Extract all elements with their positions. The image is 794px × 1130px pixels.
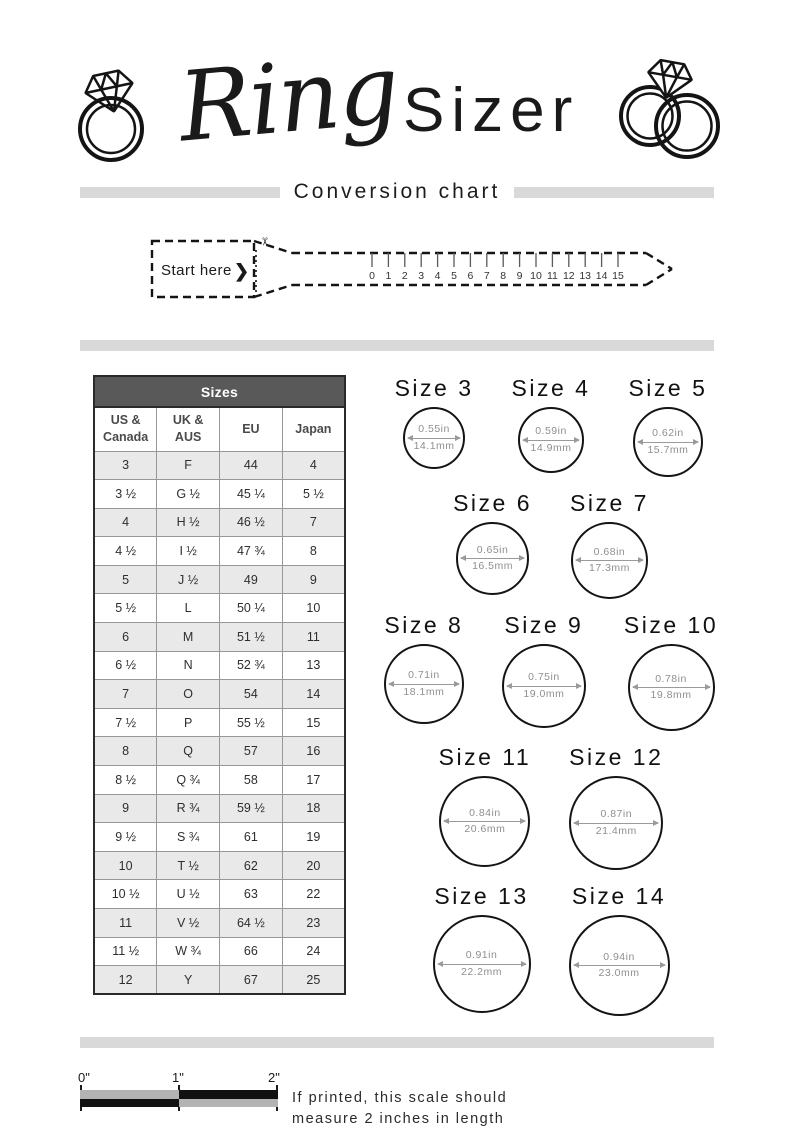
table-cell: 63 — [220, 880, 283, 909]
table-row — [94, 794, 345, 823]
diameter-inches: 0.94in — [603, 950, 635, 963]
scale-segment — [179, 1090, 278, 1099]
table-cell: U ½ — [157, 880, 220, 909]
size-circle — [456, 522, 529, 595]
column-header-eu: EU — [220, 407, 283, 451]
diameter-inches: 0.91in — [465, 949, 498, 962]
size-circle — [518, 407, 584, 473]
table-cell: 13 — [282, 651, 345, 680]
diameter-inches: 0.75in — [528, 671, 560, 684]
table-cell: 3 — [94, 451, 157, 480]
ruler-tick-label: 4 — [434, 270, 441, 282]
table-cell: 24 — [282, 937, 345, 966]
table-cell: 15 — [282, 708, 345, 737]
size-label: Size 5 — [628, 375, 708, 401]
print-instruction-line1: If printed, this scale should — [292, 1090, 508, 1106]
table-cell: 44 — [220, 451, 283, 480]
table-cell: 49 — [220, 565, 283, 594]
diameter-mm: 21.4mm — [595, 824, 637, 837]
diameter-mm: 14.9mm — [530, 441, 572, 454]
diameter-inches: 0.78in — [655, 672, 687, 685]
ring-size-circles — [364, 375, 738, 1029]
table-row — [94, 737, 345, 766]
table-cell: 55 ½ — [220, 708, 283, 737]
table-cell: 10 — [94, 851, 157, 880]
table-row — [94, 537, 345, 566]
table-cell: R ¾ — [157, 794, 220, 823]
scale-bar — [80, 1090, 278, 1107]
diameter-inches: 0.87in — [600, 808, 633, 821]
table-cell: 3 ½ — [94, 480, 157, 509]
table-cell: 51 ½ — [220, 623, 283, 652]
table-cell: 23 — [282, 909, 345, 938]
inch-scale-ruler — [80, 1070, 280, 1116]
diameter-inches: 0.68in — [593, 545, 626, 558]
table-cell: 19 — [282, 823, 345, 852]
table-cell: 54 — [220, 680, 283, 709]
size-label: Size 6 — [453, 490, 532, 516]
size-circle — [403, 407, 465, 469]
table-cell: 6 ½ — [94, 651, 157, 680]
main-content — [93, 375, 738, 1029]
subtitle-text: Conversion chart — [293, 180, 501, 203]
size-circle — [571, 522, 648, 599]
diameter-mm: 14.1mm — [413, 439, 455, 452]
table-row — [94, 766, 345, 795]
table-cell: F — [157, 451, 220, 480]
ruler-tick-label: 2 — [401, 270, 408, 282]
table-cell: H ½ — [157, 508, 220, 537]
ring-size-item — [502, 612, 586, 728]
table-cell: 58 — [220, 766, 283, 795]
table-cell: 4 — [94, 508, 157, 537]
table-cell: 22 — [282, 880, 345, 909]
diameter-inches: 0.71in — [408, 669, 440, 682]
ruler-tick-label: 0 — [369, 270, 375, 282]
size-row — [364, 375, 738, 477]
table-cell: 8 — [94, 737, 157, 766]
diameter-inches: 0.65in — [476, 543, 509, 556]
table-cell: 16 — [282, 737, 345, 766]
table-row — [94, 680, 345, 709]
size-label: Size 8 — [384, 612, 464, 638]
size-circle — [384, 644, 464, 724]
table-cell: O — [157, 680, 220, 709]
diameter-mm: 17.3mm — [589, 562, 630, 574]
diameter-arrow-icon — [438, 964, 526, 965]
section-divider-top — [80, 340, 714, 351]
ruler-tick-label: 1 — [385, 270, 392, 282]
table-cell: 5 ½ — [94, 594, 157, 623]
ring-size-item — [512, 375, 591, 473]
diameter-arrow-icon — [523, 440, 579, 441]
table-cell: 11 ½ — [94, 937, 157, 966]
size-circle — [502, 644, 586, 728]
diameter-mm: 15.7mm — [647, 443, 689, 456]
diameter-arrow-icon — [576, 560, 643, 561]
table-cell: J ½ — [157, 565, 220, 594]
diameter-arrow-icon — [574, 823, 658, 824]
scale-label-0in: 0" — [78, 1070, 90, 1085]
diameter-mm: 19.0mm — [523, 687, 565, 700]
table-cell: 52 ¾ — [220, 651, 283, 680]
page-header — [0, 0, 794, 178]
table-cell: I ½ — [157, 537, 220, 566]
ring-size-item — [453, 490, 532, 595]
table-row — [94, 937, 345, 966]
table-cell: 8 ½ — [94, 766, 157, 795]
ruler-tick-label: 3 — [418, 270, 425, 282]
start-here-label: Start here — [161, 262, 232, 279]
diameter-inches: 0.55in — [418, 423, 450, 436]
table-cell: 10 — [282, 594, 345, 623]
size-row — [364, 612, 738, 731]
table-cell: L — [157, 594, 220, 623]
table-cell: 4 ½ — [94, 537, 157, 566]
ring-size-item — [570, 490, 649, 599]
size-label: Size 14 — [571, 883, 667, 909]
ring-size-item — [569, 744, 663, 870]
diameter-arrow-icon — [638, 442, 698, 443]
ruler-tick-label: 12 — [562, 270, 575, 282]
diameter-inches: 0.62in — [652, 427, 684, 440]
size-label: Size 11 — [438, 744, 532, 770]
table-cell: 4 — [282, 451, 345, 480]
table-cell: 46 ½ — [220, 508, 283, 537]
table-row — [94, 594, 345, 623]
table-cell: V ½ — [157, 909, 220, 938]
scale-segment — [179, 1099, 278, 1108]
print-scale-footer — [80, 1070, 794, 1130]
table-cell: 9 — [94, 794, 157, 823]
diameter-arrow-icon — [633, 687, 710, 688]
table-cell: 11 — [94, 909, 157, 938]
table-cell: 18 — [282, 794, 345, 823]
scale-segment — [80, 1090, 179, 1099]
table-cell: S ¾ — [157, 823, 220, 852]
table-cell: 20 — [282, 851, 345, 880]
table-cell: 7 — [94, 680, 157, 709]
diameter-inches: 0.59in — [535, 425, 567, 438]
table-row — [94, 623, 345, 652]
table-row — [94, 966, 345, 995]
table-cell: 47 ¾ — [220, 537, 283, 566]
table-cell: 67 — [220, 966, 283, 995]
ruler-tick-label: 9 — [516, 270, 523, 282]
table-cell: 57 — [220, 737, 283, 766]
table-cell: M — [157, 623, 220, 652]
ruler-tick-label: 6 — [467, 270, 474, 282]
diameter-inches: 0.84in — [469, 806, 501, 819]
table-cell: Y — [157, 966, 220, 995]
subtitle-row — [80, 180, 714, 204]
ruler-tick-label: 5 — [451, 270, 457, 282]
table-cell: 59 ½ — [220, 794, 283, 823]
table-cell: Q ¾ — [157, 766, 220, 795]
ruler-tick-label: 8 — [500, 270, 507, 282]
ring-size-item — [569, 883, 670, 1016]
diameter-mm: 22.2mm — [461, 965, 502, 978]
diameter-mm: 19.8mm — [650, 689, 692, 701]
table-cell: 17 — [282, 766, 345, 795]
ruler-tick-label: 14 — [595, 270, 608, 282]
scissors-icon: ✂ — [258, 237, 270, 247]
size-circle — [433, 915, 531, 1013]
scale-segment — [80, 1099, 179, 1108]
ruler-tick-label: 7 — [483, 270, 490, 282]
table-cell: 9 ½ — [94, 823, 157, 852]
table-cell: 11 — [282, 623, 345, 652]
title-plain-word: Sizer — [403, 76, 580, 145]
table-cell: 14 — [282, 680, 345, 709]
table-cell: N — [157, 651, 220, 680]
table-cell: P — [157, 708, 220, 737]
ring-sizer-tool — [150, 234, 674, 304]
table-cell: 8 — [282, 537, 345, 566]
ring-size-item — [439, 744, 532, 867]
table-cell: 62 — [220, 851, 283, 880]
title-script-word: Ring — [174, 32, 402, 164]
diameter-mm: 18.1mm — [403, 685, 445, 698]
print-instruction-line2: measure 2 inches in length — [292, 1111, 505, 1128]
column-header-uk-aus: UK & AUS — [157, 407, 220, 451]
ring-size-item — [624, 612, 718, 731]
table-column-headers — [94, 407, 345, 451]
table-cell: T ½ — [157, 851, 220, 880]
diameter-arrow-icon — [461, 558, 524, 559]
ruler-tick-label: 10 — [530, 270, 542, 282]
interlocked-rings-icon — [608, 54, 726, 162]
table-cell: 9 — [282, 565, 345, 594]
ruler-scale — [369, 253, 624, 282]
diamond-ring-icon — [72, 66, 150, 166]
print-instruction — [292, 1088, 507, 1130]
ruler-tick-label: 11 — [546, 270, 558, 282]
table-cell: 5 ½ — [282, 480, 345, 509]
table-row — [94, 909, 345, 938]
diameter-mm: 16.5mm — [472, 560, 513, 572]
table-cell: G ½ — [157, 480, 220, 509]
size-circle — [633, 407, 703, 477]
table-cell: 61 — [220, 823, 283, 852]
page-title — [174, 32, 580, 164]
diameter-arrow-icon — [507, 686, 581, 687]
table-cell: 7 — [282, 508, 345, 537]
table-row — [94, 451, 345, 480]
column-header-japan: Japan — [282, 407, 345, 451]
ruler-tick-label: 15 — [612, 270, 624, 282]
table-cell: 25 — [282, 966, 345, 995]
ring-size-item — [384, 612, 464, 724]
diameter-mm: 23.0mm — [598, 967, 640, 979]
size-label: Size 9 — [504, 612, 584, 638]
size-label: Size 10 — [623, 612, 719, 638]
table-row — [94, 851, 345, 880]
diameter-arrow-icon — [444, 821, 525, 822]
diameter-arrow-icon — [389, 684, 459, 685]
scale-label-1in: 1" — [172, 1070, 184, 1085]
size-label: Size 3 — [394, 375, 474, 401]
table-row — [94, 880, 345, 909]
size-circle — [439, 776, 530, 867]
table-row — [94, 651, 345, 680]
table-cell: 10 ½ — [94, 880, 157, 909]
size-row — [364, 490, 738, 599]
table-cell: W ¾ — [157, 937, 220, 966]
size-circle — [569, 776, 663, 870]
size-label: Size 4 — [511, 375, 591, 401]
table-title: Sizes — [94, 376, 345, 407]
ring-size-item — [628, 375, 707, 477]
size-row — [364, 883, 738, 1016]
table-cell: 7 ½ — [94, 708, 157, 737]
table-cell: 45 ¼ — [220, 480, 283, 509]
size-label: Size 12 — [569, 744, 664, 770]
size-label: Size 13 — [434, 883, 529, 909]
diameter-mm: 20.6mm — [464, 823, 506, 835]
table-cell: 66 — [220, 937, 283, 966]
table-cell: Q — [157, 737, 220, 766]
diameter-arrow-icon — [574, 965, 665, 966]
table-row — [94, 480, 345, 509]
size-label: Size 7 — [570, 490, 649, 516]
table-row — [94, 565, 345, 594]
table-cell: 5 — [94, 565, 157, 594]
subtitle-bar-right — [514, 187, 714, 198]
ruler-tick-label: 13 — [579, 270, 592, 282]
size-row — [364, 744, 738, 870]
ring-size-item — [433, 883, 531, 1013]
table-cell: 6 — [94, 623, 157, 652]
table-row — [94, 823, 345, 852]
table-row — [94, 508, 345, 537]
conversion-table — [93, 375, 346, 995]
size-circle — [569, 915, 670, 1016]
column-header-us-canada: US & Canada — [94, 407, 157, 451]
diameter-arrow-icon — [408, 438, 460, 439]
table-cell: 50 ¼ — [220, 594, 283, 623]
section-divider-bottom — [80, 1037, 714, 1048]
table-row — [94, 708, 345, 737]
scale-label-2in: 2" — [268, 1070, 280, 1085]
start-chevron-icon: ❯ — [234, 261, 250, 281]
ring-size-item — [395, 375, 474, 469]
subtitle-bar-left — [80, 187, 280, 198]
size-circle — [628, 644, 715, 731]
table-cell: 12 — [94, 966, 157, 995]
table-cell: 64 ½ — [220, 909, 283, 938]
